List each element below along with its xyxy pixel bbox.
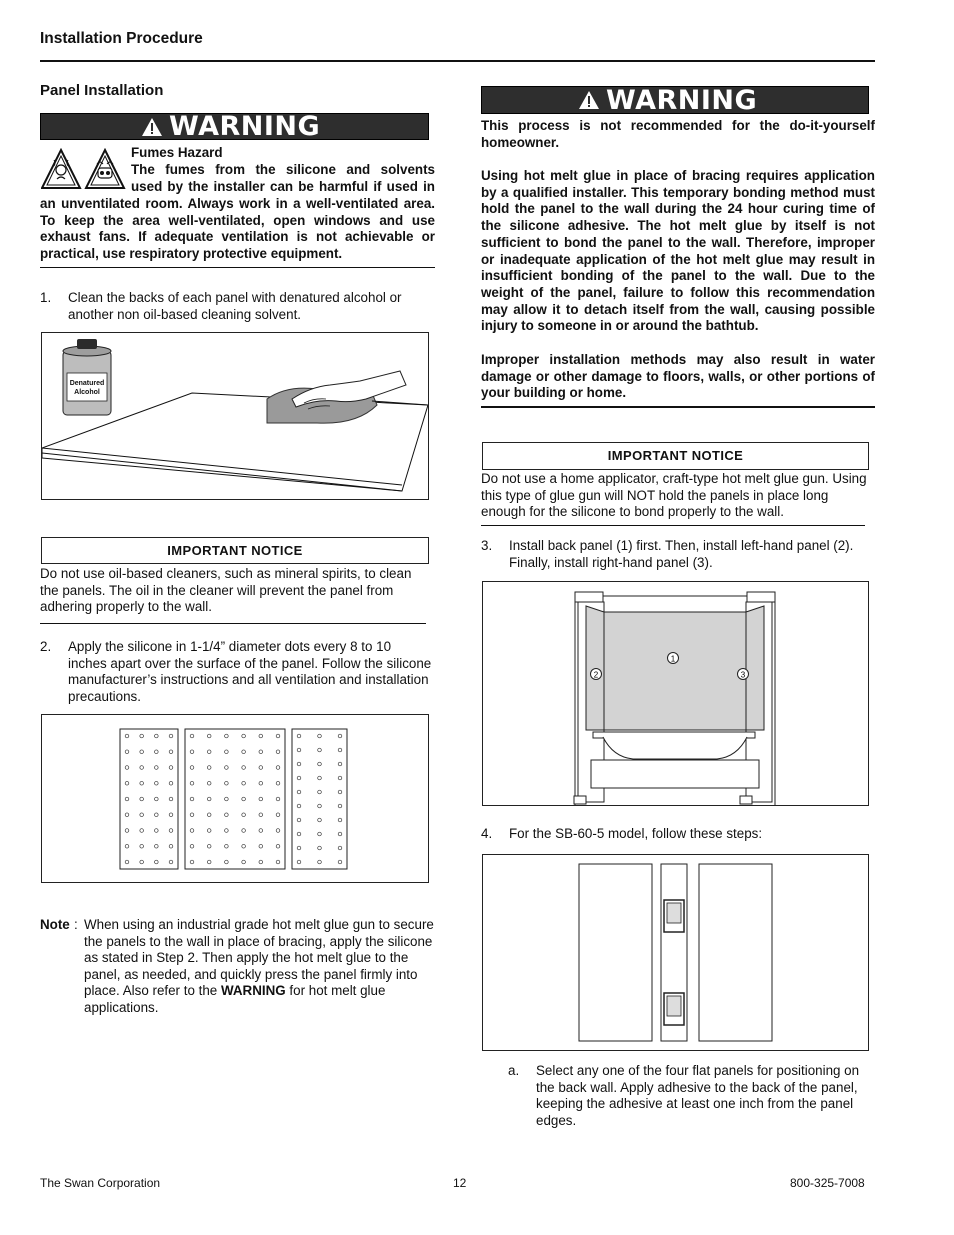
silicone-dot [190, 781, 194, 785]
silicone-dot [225, 829, 229, 833]
hazard-icons [41, 148, 127, 190]
step-1-number: 1. [40, 290, 52, 305]
silicone-dot [169, 750, 173, 754]
left-warning-rule [40, 267, 435, 268]
note: Note : When using an industrial grade hot melt glue gun to secure the panels to the wall in place of bracing, apply the silicone as stated in Step 2. Then apply the hot melt glue to the panel, as needed, and quickly press the panel firmly into place. Also refer to the WARNING for hot melt glue applications. [40, 917, 434, 1015]
silicone-dot [190, 813, 194, 817]
silicone-dot [169, 781, 173, 785]
silicone-dot [155, 734, 159, 738]
silicone-dot [242, 750, 246, 754]
silicone-dot [338, 790, 342, 794]
right-warning-p1: This process is not recommended for the do-it-yourself homeowner. [481, 118, 875, 150]
panel-label-2: 2 [593, 670, 599, 680]
silicone-dot [338, 748, 342, 752]
silicone-dot [318, 776, 322, 780]
silicone-dot [259, 829, 263, 833]
silicone-dot [169, 829, 173, 833]
silicone-dot [318, 846, 322, 850]
silicone-dot [297, 846, 301, 850]
silicone-dot [207, 766, 211, 770]
silicone-dot [259, 734, 263, 738]
silicone-dot [242, 829, 246, 833]
silicone-dot [338, 846, 342, 850]
silicone-dot [318, 790, 322, 794]
silicone-dot [140, 860, 144, 864]
silicone-dot [297, 804, 301, 808]
silicone-dot [125, 766, 129, 770]
silicone-dot [297, 818, 301, 822]
silicone-dot [207, 797, 211, 801]
silicone-dot [155, 781, 159, 785]
silicone-dot [297, 790, 301, 794]
fumes-line-1: The fumes from the silicone and solvents [131, 162, 435, 177]
silicone-dot [169, 797, 173, 801]
silicone-dot [297, 860, 301, 864]
silicone-dot [207, 734, 211, 738]
silicone-dot [242, 766, 246, 770]
note-text-1: When using an industrial grade hot melt glue gun to secure the panels to the wall in place of bracing, apply the silicone as stated in Step 2. Then apply the hot melt glue to the panel, as needed, and quickly press the panel firmly into place. Also refer to the [84, 917, 434, 999]
silicone-dot [338, 818, 342, 822]
silicone-dot [297, 734, 301, 738]
warning-triangle-icon [141, 117, 163, 137]
silicone-dot [276, 766, 280, 770]
silicone-dot [242, 797, 246, 801]
tub-panels-figure [482, 581, 869, 806]
silicone-dot [259, 844, 263, 848]
header-rule [40, 60, 875, 62]
can-label-line-2: Alcohol [74, 389, 100, 396]
silicone-dot [242, 781, 246, 785]
right-warning-p2: Using hot melt glue in place of bracing requires application by a qualified installer. This temporary bonding method must hold the panel to the wall during the 24 hour curing time of the silicone adhesive. The hot melt glue by itself is not sufficient to bond the panel to the wall. Therefore, improper or inadequate application of the hot melt glue may result in insufficient bonding of the panel to the wall. Due to the weight of the panel, failure to follow this recommendation may allow it to detach itself from the wall, causing possible injury to someone in or around the bathtub. [481, 168, 875, 334]
fumes-line-2: used by the installer can be harmful if used in [131, 179, 435, 194]
silicone-dot [242, 813, 246, 817]
silicone-dot [318, 804, 322, 808]
step-4-text: For the SB-60-5 model, follow these steps: [509, 826, 763, 841]
silicone-dot [140, 734, 144, 738]
silicone-dot [276, 813, 280, 817]
step-1-text: Clean the backs of each panel with denatured alcohol or another non oil-based cleaning solvent. [68, 290, 402, 322]
respirator-hazard-icon [86, 150, 124, 188]
section-title: Installation Procedure [40, 30, 203, 47]
silicone-dot [190, 797, 194, 801]
subheading: Panel Installation [40, 82, 164, 99]
left-notice-title: IMPORTANT NOTICE [167, 543, 303, 558]
silicone-dot [225, 844, 229, 848]
silicone-dot [225, 734, 229, 738]
silicone-dot [276, 829, 280, 833]
cleaning-figure [41, 332, 429, 500]
silicone-dot [169, 860, 173, 864]
silicone-dot [297, 748, 301, 752]
footer-company: The Swan Corporation [40, 1176, 161, 1190]
silicone-dot [276, 781, 280, 785]
silicone-dot [155, 797, 159, 801]
silicone-dot [338, 734, 342, 738]
silicone-dot [338, 776, 342, 780]
panel-outline-2 [185, 729, 285, 869]
silicone-dot [297, 762, 301, 766]
step-2-text: Apply the silicone in 1-1/4” diameter dots every 8 to 10 inches apart over the surface of the panel. Follow the silicone manufacturer’s instructions and all ventilation and installation precautions. [68, 639, 432, 704]
silicone-dot [140, 844, 144, 848]
silicone-dot [207, 781, 211, 785]
silicone-dot [140, 766, 144, 770]
silicone-dot [276, 844, 280, 848]
silicone-dot [140, 813, 144, 817]
warning-triangle-icon-right [578, 90, 600, 110]
silicone-dot [276, 734, 280, 738]
can-label-line-1: Denatured [69, 380, 105, 387]
right-warning-rule [481, 406, 875, 408]
silicone-dot [225, 750, 229, 754]
silicone-dot [155, 844, 159, 848]
silicone-dot [318, 748, 322, 752]
flat-panels-figure [482, 854, 869, 1051]
panel-label-1: 1 [670, 654, 676, 664]
silicone-dot [125, 844, 129, 848]
silicone-dot [297, 776, 301, 780]
silicone-dot [276, 860, 280, 864]
step-4a-letter: a. [508, 1063, 520, 1078]
silicone-dot [225, 797, 229, 801]
fumes-warning-text: an unventilated room. Always work in a well-ventilated area. To keep the area well-ventilated, open windows and use exhaust fans. If adequate ventilation is not achievable or practical, use respiratory protective equipment. [40, 196, 435, 262]
fumes-hazard-title: Fumes Hazard [131, 145, 223, 160]
silicone-dot [338, 860, 342, 864]
left-warning-title: WARNING [169, 111, 321, 142]
note-warning-ref: WARNING [220, 983, 286, 999]
silicone-dot [190, 829, 194, 833]
denatured-alcohol-can [61, 337, 113, 417]
silicone-dot [207, 844, 211, 848]
silicone-dot [169, 844, 173, 848]
silicone-dot [242, 734, 246, 738]
silicone-dot [338, 832, 342, 836]
step-2 [40, 639, 432, 705]
silicone-dot [190, 860, 194, 864]
silicone-dot [140, 750, 144, 754]
right-warning-banner [481, 86, 869, 114]
silicone-dot [318, 762, 322, 766]
step-3-number: 3. [481, 538, 493, 553]
silicone-dot [259, 813, 263, 817]
silicone-dot [155, 829, 159, 833]
silicone-dot [155, 860, 159, 864]
silicone-dot [140, 829, 144, 833]
step-4a [508, 1063, 868, 1129]
silicone-dot [259, 797, 263, 801]
silicone-dot [190, 750, 194, 754]
silicone-dot [338, 804, 342, 808]
silicone-dot [125, 750, 129, 754]
silicone-dot [225, 781, 229, 785]
silicone-dot [190, 766, 194, 770]
silicone-dot [225, 766, 229, 770]
silicone-dot [207, 750, 211, 754]
silicone-dot [259, 781, 263, 785]
panel-label-3: 3 [740, 670, 746, 680]
silicone-dot [276, 750, 280, 754]
silicone-dot [207, 813, 211, 817]
left-notice-rule [40, 623, 426, 624]
silicone-dot [125, 813, 129, 817]
silicone-dot [125, 797, 129, 801]
silicone-dots-figure [41, 714, 429, 883]
silicone-dot [169, 766, 173, 770]
silicone-dot [169, 734, 173, 738]
silicone-dot [259, 766, 263, 770]
silicone-dot [140, 781, 144, 785]
silicone-dot [276, 797, 280, 801]
right-notice-title: IMPORTANT NOTICE [607, 448, 744, 463]
silicone-dot [155, 766, 159, 770]
right-warning-p3: Improper installation methods may also result in water damage or other damage to floors, walls, or other portions of your building or home. [481, 352, 875, 401]
silicone-dot [338, 762, 342, 766]
step-4a-text: Select any one of the four flat panels for positioning on the back wall. Apply adhesive to the back of the panel, keeping the adhesive at least one inch from the panel edges. [536, 1063, 860, 1128]
step-3-text: Install back panel (1) first. Then, install left-hand panel (2). Finally, install right-hand panel (3). [509, 538, 854, 570]
note-text-2: for hot melt glue applications. [84, 983, 386, 1015]
silicone-dot [318, 734, 322, 738]
step-4 [481, 826, 873, 843]
left-notice-text: Do not use oil-based cleaners, such as mineral spirits, to clean the panels. The oil in the cleaner will prevent the panel from adhering properly to the wall. [40, 566, 412, 615]
silicone-dot [259, 860, 263, 864]
left-notice-box [41, 537, 429, 564]
silicone-dot [155, 750, 159, 754]
silicone-dot [259, 750, 263, 754]
right-warning-title: WARNING [606, 84, 758, 116]
silicone-dot [207, 829, 211, 833]
step-4-number: 4. [481, 826, 493, 841]
footer-page-number: 12 [453, 1176, 467, 1190]
silicone-dot [225, 860, 229, 864]
step-1 [40, 290, 432, 323]
silicone-dot [242, 844, 246, 848]
silicone-dot [190, 844, 194, 848]
silicone-dot [318, 832, 322, 836]
step-2-number: 2. [40, 639, 52, 654]
silicone-dot [155, 813, 159, 817]
footer-phone: 800-325-7008 [790, 1176, 865, 1190]
silicone-dot [225, 813, 229, 817]
left-warning-banner [40, 113, 429, 140]
silicone-dot [125, 860, 129, 864]
silicone-dot [125, 829, 129, 833]
silicone-dot [297, 832, 301, 836]
silicone-dot [125, 781, 129, 785]
note-label: Note [40, 917, 70, 932]
right-notice-rule [481, 525, 865, 526]
silicone-dot [125, 734, 129, 738]
right-notice-text: Do not use a home applicator, craft-type hot melt glue gun. Using this type of glue gun will NOT hold the panels in place long enough for the silicone to bond properly to the wall. [481, 471, 867, 520]
silicone-dot [318, 818, 322, 822]
fumes-hazard-icon [42, 150, 80, 188]
right-notice-box [482, 442, 869, 470]
step-3 [481, 538, 873, 571]
silicone-dot [140, 797, 144, 801]
silicone-dot [242, 860, 246, 864]
silicone-dot [318, 860, 322, 864]
silicone-dot [169, 813, 173, 817]
silicone-dot [190, 734, 194, 738]
silicone-dot [207, 860, 211, 864]
